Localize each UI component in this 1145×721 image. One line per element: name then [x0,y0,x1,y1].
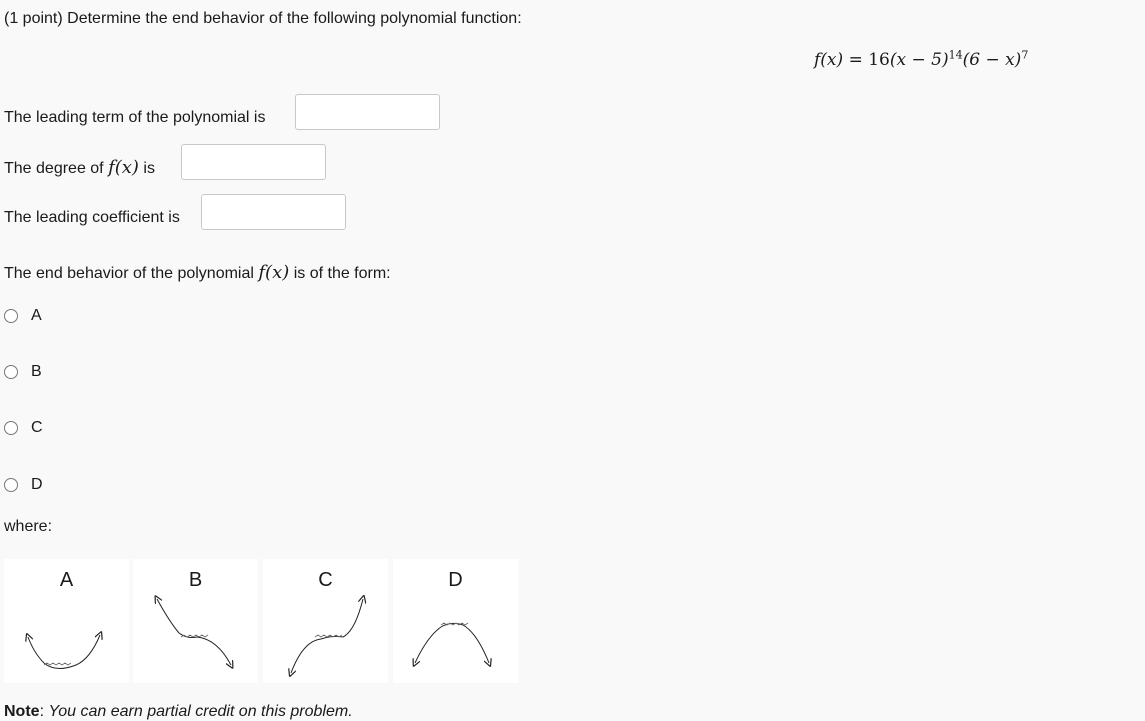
graph-a-label: A [59,569,74,591]
leading-term-label: The leading term of the polynomial is [4,109,266,126]
note-colon: : [39,703,45,720]
option-c-label: C [31,419,43,436]
end-behavior-suffix: is of the form: [293,265,391,282]
option-a-label: A [31,307,42,324]
graph-panel-c [263,559,388,683]
graph-d-label: D [448,569,463,591]
degree-input[interactable] [181,144,326,180]
radio-b[interactable] [4,365,18,379]
degree-label [4,157,155,178]
end-behavior-prompt [4,262,391,283]
option-b[interactable] [4,363,42,381]
note [4,703,353,721]
problem-header: (1 point) Determine the end behavior of the following polynomial function: [4,10,522,27]
graph-d-curve-icon [393,559,518,683]
graph-c-label: C [318,569,333,591]
note-text: You can earn partial credit on this problem. [48,703,353,720]
equation-equals: = [848,50,863,70]
note-label: Note [4,703,40,720]
option-c[interactable] [4,419,43,437]
option-b-label: B [31,363,42,380]
degree-suffix: is [143,160,155,177]
graph-b-curve-icon [133,559,258,683]
leading-term-input[interactable] [295,94,440,130]
where-label: where: [4,518,53,535]
equation-factor-2: (6 − x) [962,50,1022,70]
equation-exponent-2: 7 [1021,48,1029,62]
option-a[interactable] [4,307,42,325]
graph-b-label: B [188,569,203,591]
degree-prefix: The degree of [4,160,104,177]
end-behavior-prefix: The end behavior of the polynomial [4,265,254,282]
polynomial-equation [814,50,1028,70]
graph-panel-a [4,559,129,683]
equation-factor-1: (x − 5) [889,50,949,70]
graph-panel-d [393,559,518,683]
end-behavior-function: f(x) [258,262,290,283]
radio-a[interactable] [4,309,18,323]
radio-c[interactable] [4,421,18,435]
equation-exponent-1: 14 [948,48,963,62]
option-d[interactable] [4,476,43,494]
equation-coefficient: 16 [868,50,890,70]
radio-d[interactable] [4,478,18,492]
equation-lhs: f(x) [814,50,844,70]
leading-coefficient-label: The leading coefficient is [4,209,180,226]
graph-c-curve-icon [263,559,388,683]
leading-coefficient-input[interactable] [201,194,346,230]
option-d-label: D [31,476,43,493]
degree-function: f(x) [108,157,139,178]
graph-a-curve-icon [4,559,129,683]
graph-panel-b [133,559,258,683]
